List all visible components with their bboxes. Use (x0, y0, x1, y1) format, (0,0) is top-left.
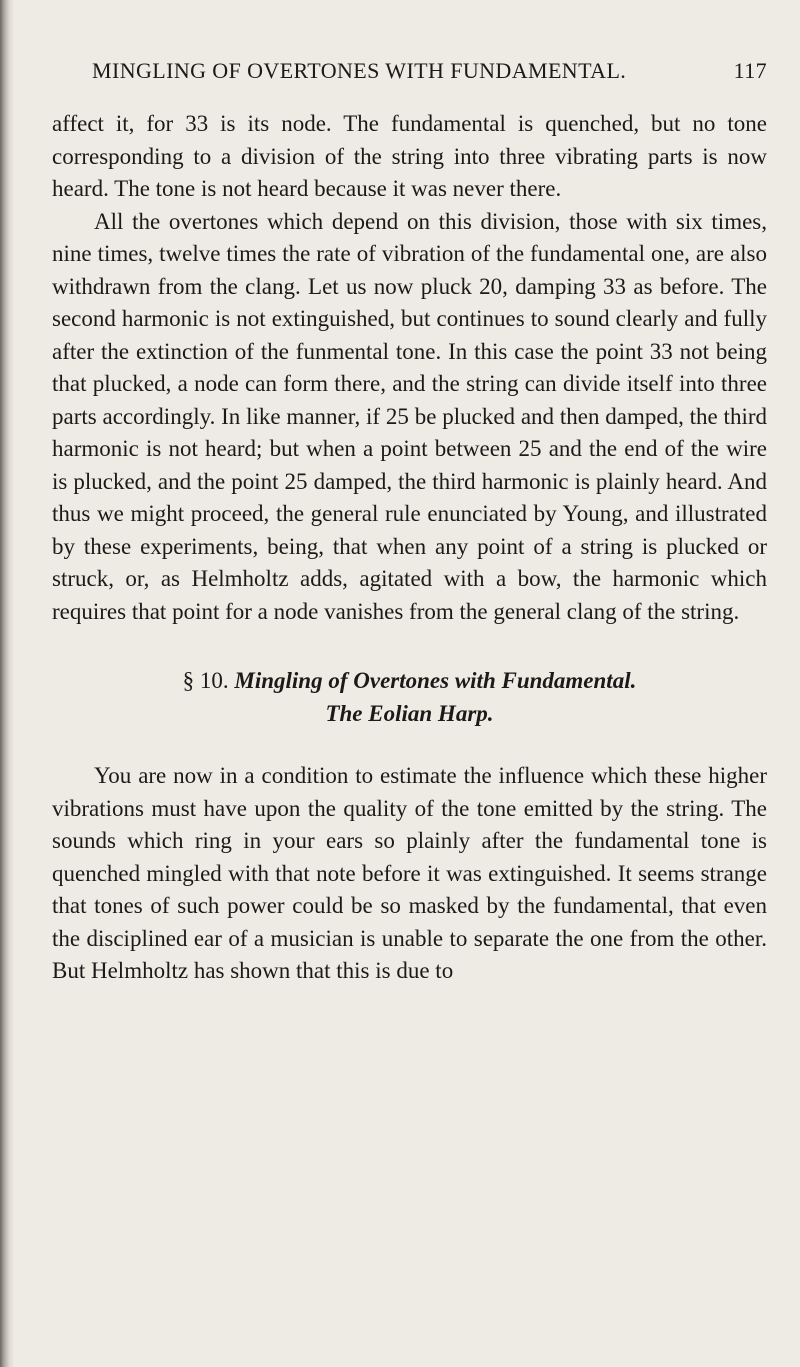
section-subtitle: The Eolian Harp. (325, 700, 494, 726)
section-title: Mingling of Overtones with Fundamental. (234, 668, 637, 693)
paragraph-quality: You are now in a condition to estimate the influence which these higher vibrations must have upon the quality of the tone emitted by the string. The sounds which ring in your ears so plainly after the fundamental tone is quenched mingled with that note before it was extinguished. It seems strange that tones of such power could be so masked by the fundamental, that even the disciplined ear of a musician is unable to separate the one from the other. But Helmholtz has shown that this is due to (52, 763, 767, 983)
book-page (52, 0, 767, 1367)
body-text (52, 108, 767, 988)
running-title: MINGLING OF OVERTONES WITH FUNDAMENTAL. (92, 58, 627, 83)
paragraph-overtones: All the overtones which depend on this division, those with six times, nine times, twelve times the rate of vibration of the fundamental one, are also withdrawn from the clang. Let us now pluck 20, damping 33 as before. The second harmonic is not extinguished, but continues to sound clearly and fully after the extinction of the funmental tone. In this case the point 33 not being that plucked, a node can form there, and the string can divide itself into three parts accordingly. In like manner, if 25 be plucked and then damped, the third harmonic is not heard; but when a point between 25 and the end of the wire is plucked, and the point 25 damped, the third harmonic is plainly heard. And thus we might proceed, the general rule enunciated by Young, and illustrated by these experiments, being, that when any point of a string is plucked or struck, or, as Helmholtz adds, agitated with a bow, the harmonic which requires that point for a node vanishes from the general clang of the string. (52, 208, 767, 624)
section-heading (52, 665, 767, 730)
section-number: § 10. (182, 668, 229, 693)
running-head (52, 58, 767, 88)
page-binding-shadow (0, 0, 14, 1367)
paragraph-continuation: affect it, for 33 is its node. The fundamental is quenched, but no tone corresponding to a division of the string into three vibrating parts is now heard. The tone is not heard because it was never there. (52, 111, 767, 201)
page-number: 117 (733, 58, 767, 83)
